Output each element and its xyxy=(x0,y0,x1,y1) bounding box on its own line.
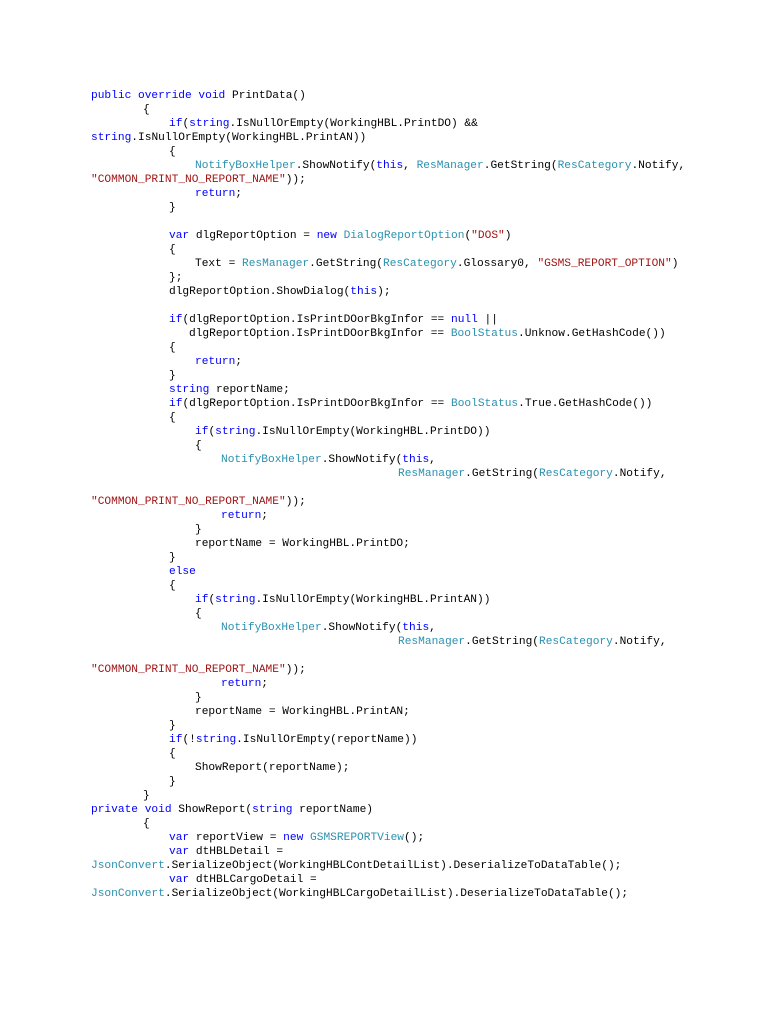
code-line xyxy=(195,761,349,775)
code-line xyxy=(195,537,410,551)
code-token: var xyxy=(169,846,190,858)
code-token: { xyxy=(169,146,176,158)
code-token: return xyxy=(195,188,236,200)
code-line xyxy=(221,453,436,467)
code-token: "GSMS_REPORT_OPTION" xyxy=(537,258,672,270)
code-token: .SerializeObject(WorkingHBLCargoDetailList).DeserializeToDataTable(); xyxy=(164,888,629,900)
code-line xyxy=(169,551,176,565)
code-token: )); xyxy=(285,496,306,508)
code-token: string xyxy=(91,132,132,144)
code-token: ShowReport(reportName); xyxy=(195,762,350,774)
code-line xyxy=(169,831,424,845)
code-token: GSMSREPORTView xyxy=(310,832,405,844)
code-line xyxy=(169,775,176,789)
code-token: ResCategory xyxy=(383,258,457,270)
code-token: .SerializeObject(WorkingHBLContDetailList).DeserializeToDataTable(); xyxy=(164,860,622,872)
code-token: if xyxy=(195,426,209,438)
code-token: Text = xyxy=(195,258,242,270)
code-token: reportView = xyxy=(189,832,284,844)
code-token: string xyxy=(215,594,256,606)
code-line xyxy=(169,565,196,579)
code-token: .IsNullOrEmpty(WorkingHBL.PrintAN)) xyxy=(131,132,367,144)
code-token: (); xyxy=(404,832,425,844)
code-line xyxy=(169,747,176,761)
code-token: { xyxy=(169,342,176,354)
code-token: NotifyBoxHelper xyxy=(221,454,322,466)
code-token: ResManager xyxy=(398,636,466,648)
code-token: JsonConvert xyxy=(91,860,165,872)
code-token: public override void xyxy=(91,90,232,102)
code-line xyxy=(195,355,242,369)
code-token: } xyxy=(169,552,176,564)
code-line xyxy=(195,159,685,173)
code-token: { xyxy=(169,580,176,592)
code-token: ResManager xyxy=(242,258,310,270)
code-token: || xyxy=(477,314,498,326)
code-token: dlgReportOption.IsPrintDOorBkgInfor == xyxy=(189,328,451,340)
code-line xyxy=(221,509,268,523)
code-token: string xyxy=(215,426,256,438)
code-token: (dlgReportOption.IsPrintDOorBkgInfor == xyxy=(182,398,451,410)
code-token: this xyxy=(402,622,430,634)
code-token: .IsNullOrEmpty(WorkingHBL.PrintDO)) xyxy=(255,426,491,438)
code-token: ( xyxy=(208,426,216,438)
code-line xyxy=(91,495,306,509)
code-token xyxy=(337,230,344,242)
code-line xyxy=(195,705,410,719)
code-line xyxy=(398,635,667,649)
code-token: new xyxy=(283,832,304,844)
code-token: { xyxy=(169,412,176,424)
code-line xyxy=(143,103,150,117)
code-token: (dlgReportOption.IsPrintDOorBkgInfor == xyxy=(182,314,451,326)
code-line xyxy=(195,691,202,705)
code-line xyxy=(169,201,176,215)
code-token: ShowReport( xyxy=(178,804,253,816)
code-token: NotifyBoxHelper xyxy=(195,160,296,172)
code-token: ; xyxy=(261,510,269,522)
code-token: "COMMON_PRINT_NO_REPORT_NAME" xyxy=(91,496,286,508)
code-token: ResCategory xyxy=(539,636,613,648)
code-token: ResCategory xyxy=(557,160,632,172)
code-line xyxy=(169,285,391,299)
code-line xyxy=(169,229,511,243)
code-token: ; xyxy=(235,188,243,200)
code-token: .ShowNotify( xyxy=(321,622,403,634)
code-token: { xyxy=(143,818,150,830)
code-line xyxy=(169,145,176,159)
code-token: .Unknow.GetHashCode()) xyxy=(517,328,666,340)
code-line xyxy=(169,313,498,327)
code-token: reportName) xyxy=(292,804,374,816)
code-line xyxy=(91,89,306,103)
code-token: ) xyxy=(504,230,512,242)
code-line xyxy=(169,845,283,859)
code-line xyxy=(169,271,182,285)
code-token: .Glossary0, xyxy=(456,258,538,270)
code-line xyxy=(91,859,621,873)
code-line xyxy=(195,593,490,607)
code-token: .ShowNotify( xyxy=(295,160,377,172)
code-token: .GetString( xyxy=(465,468,539,480)
code-token: reportName = WorkingHBL.PrintDO; xyxy=(195,538,410,550)
code-token: "DOS" xyxy=(471,230,505,242)
code-line xyxy=(169,873,317,887)
code-line xyxy=(195,523,202,537)
code-line xyxy=(189,327,666,341)
code-token: reportName; xyxy=(209,384,290,396)
code-token: string xyxy=(252,804,293,816)
code-line xyxy=(169,369,176,383)
code-token: , xyxy=(429,622,436,634)
code-line xyxy=(195,607,202,621)
code-token: if xyxy=(195,594,209,606)
code-token: this xyxy=(402,454,430,466)
code-token: ResCategory xyxy=(539,468,613,480)
code-line xyxy=(398,467,667,481)
code-token: dlgReportOption.ShowDialog( xyxy=(169,286,351,298)
code-token: var xyxy=(169,874,190,886)
code-token: NotifyBoxHelper xyxy=(221,622,322,634)
code-token: DialogReportOption xyxy=(343,230,465,242)
code-token: else xyxy=(169,566,196,578)
code-token: .IsNullOrEmpty(reportName)) xyxy=(236,734,418,746)
code-token: { xyxy=(143,104,150,116)
code-token: ; xyxy=(261,678,269,690)
code-token: .GetString( xyxy=(483,160,558,172)
code-token: private void xyxy=(91,804,179,816)
code-token: new xyxy=(316,230,337,242)
code-line xyxy=(169,411,176,425)
code-token: ); xyxy=(377,286,391,298)
code-line xyxy=(169,383,290,397)
code-token: , xyxy=(429,454,436,466)
code-token: .GetString( xyxy=(309,258,383,270)
code-token: ) xyxy=(671,258,679,270)
code-token: ResManager xyxy=(398,468,466,480)
code-line xyxy=(169,341,176,355)
code-token: , xyxy=(403,160,417,172)
code-token: string xyxy=(195,734,237,746)
code-token: string xyxy=(189,118,230,130)
code-token: return xyxy=(221,510,262,522)
code-line xyxy=(169,397,652,411)
code-token: dtHBLCargoDetail = xyxy=(189,874,317,886)
code-token: "COMMON_PRINT_NO_REPORT_NAME" xyxy=(91,174,286,186)
code-token: .True.GetHashCode()) xyxy=(518,398,653,410)
code-token: if xyxy=(169,314,183,326)
code-token: .Notify, xyxy=(612,636,667,648)
code-token: BoolStatus xyxy=(450,398,519,410)
code-token: ( xyxy=(182,118,190,130)
code-line xyxy=(169,117,478,131)
code-token: this xyxy=(376,160,404,172)
code-token: .Notify, xyxy=(631,160,686,172)
code-token: { xyxy=(169,748,176,760)
code-token: .IsNullOrEmpty(WorkingHBL.PrintAN)) xyxy=(255,594,491,606)
code-token: dlgReportOption = xyxy=(189,230,317,242)
code-token: } xyxy=(195,524,202,536)
code-line xyxy=(91,173,306,187)
code-token: if xyxy=(169,734,183,746)
code-token: JsonConvert xyxy=(91,888,165,900)
code-token: } xyxy=(169,776,176,788)
code-token: return xyxy=(195,356,236,368)
code-token: ( xyxy=(464,230,472,242)
code-line xyxy=(195,187,242,201)
code-line xyxy=(195,425,490,439)
code-token: (! xyxy=(182,734,196,746)
code-line xyxy=(91,663,306,677)
code-token: string xyxy=(169,384,210,396)
code-token: var xyxy=(169,832,190,844)
code-token: .ShowNotify( xyxy=(321,454,403,466)
code-token: )); xyxy=(285,174,306,186)
code-line xyxy=(91,131,366,145)
code-token: "COMMON_PRINT_NO_REPORT_NAME" xyxy=(91,664,286,676)
code-token: .Notify, xyxy=(612,468,667,480)
code-token: } xyxy=(143,790,150,802)
code-token: var xyxy=(169,230,190,242)
code-token: .GetString( xyxy=(465,636,539,648)
code-token: ( xyxy=(208,594,216,606)
code-line xyxy=(221,621,436,635)
code-line xyxy=(169,733,417,747)
code-token: { xyxy=(195,608,202,620)
code-line xyxy=(91,887,628,901)
code-line xyxy=(169,579,176,593)
code-token: return xyxy=(221,678,262,690)
code-token: dtHBLDetail = xyxy=(189,846,284,858)
code-token: ResManager xyxy=(416,160,484,172)
code-line xyxy=(221,677,268,691)
code-token: }; xyxy=(169,272,183,284)
code-token: { xyxy=(195,440,202,452)
code-token: { xyxy=(169,244,176,256)
code-line xyxy=(91,803,373,817)
code-line xyxy=(169,243,176,257)
code-line xyxy=(195,439,202,453)
code-token: .IsNullOrEmpty(WorkingHBL.PrintDO) && xyxy=(229,118,478,130)
code-token: ; xyxy=(235,356,243,368)
code-token: )); xyxy=(285,664,306,676)
code-token: reportName = WorkingHBL.PrintAN; xyxy=(195,706,410,718)
code-line xyxy=(169,719,176,733)
code-line xyxy=(195,257,678,271)
code-token: } xyxy=(169,202,176,214)
code-token: } xyxy=(169,720,176,732)
code-token: BoolStatus xyxy=(450,328,518,340)
code-token: null xyxy=(450,314,478,326)
code-line xyxy=(143,789,150,803)
code-line xyxy=(143,817,150,831)
code-token: if xyxy=(169,398,183,410)
code-token: this xyxy=(350,286,378,298)
code-token: } xyxy=(169,370,176,382)
code-token: } xyxy=(195,692,202,704)
code-token: if xyxy=(169,118,183,130)
code-token: PrintData() xyxy=(232,90,306,102)
